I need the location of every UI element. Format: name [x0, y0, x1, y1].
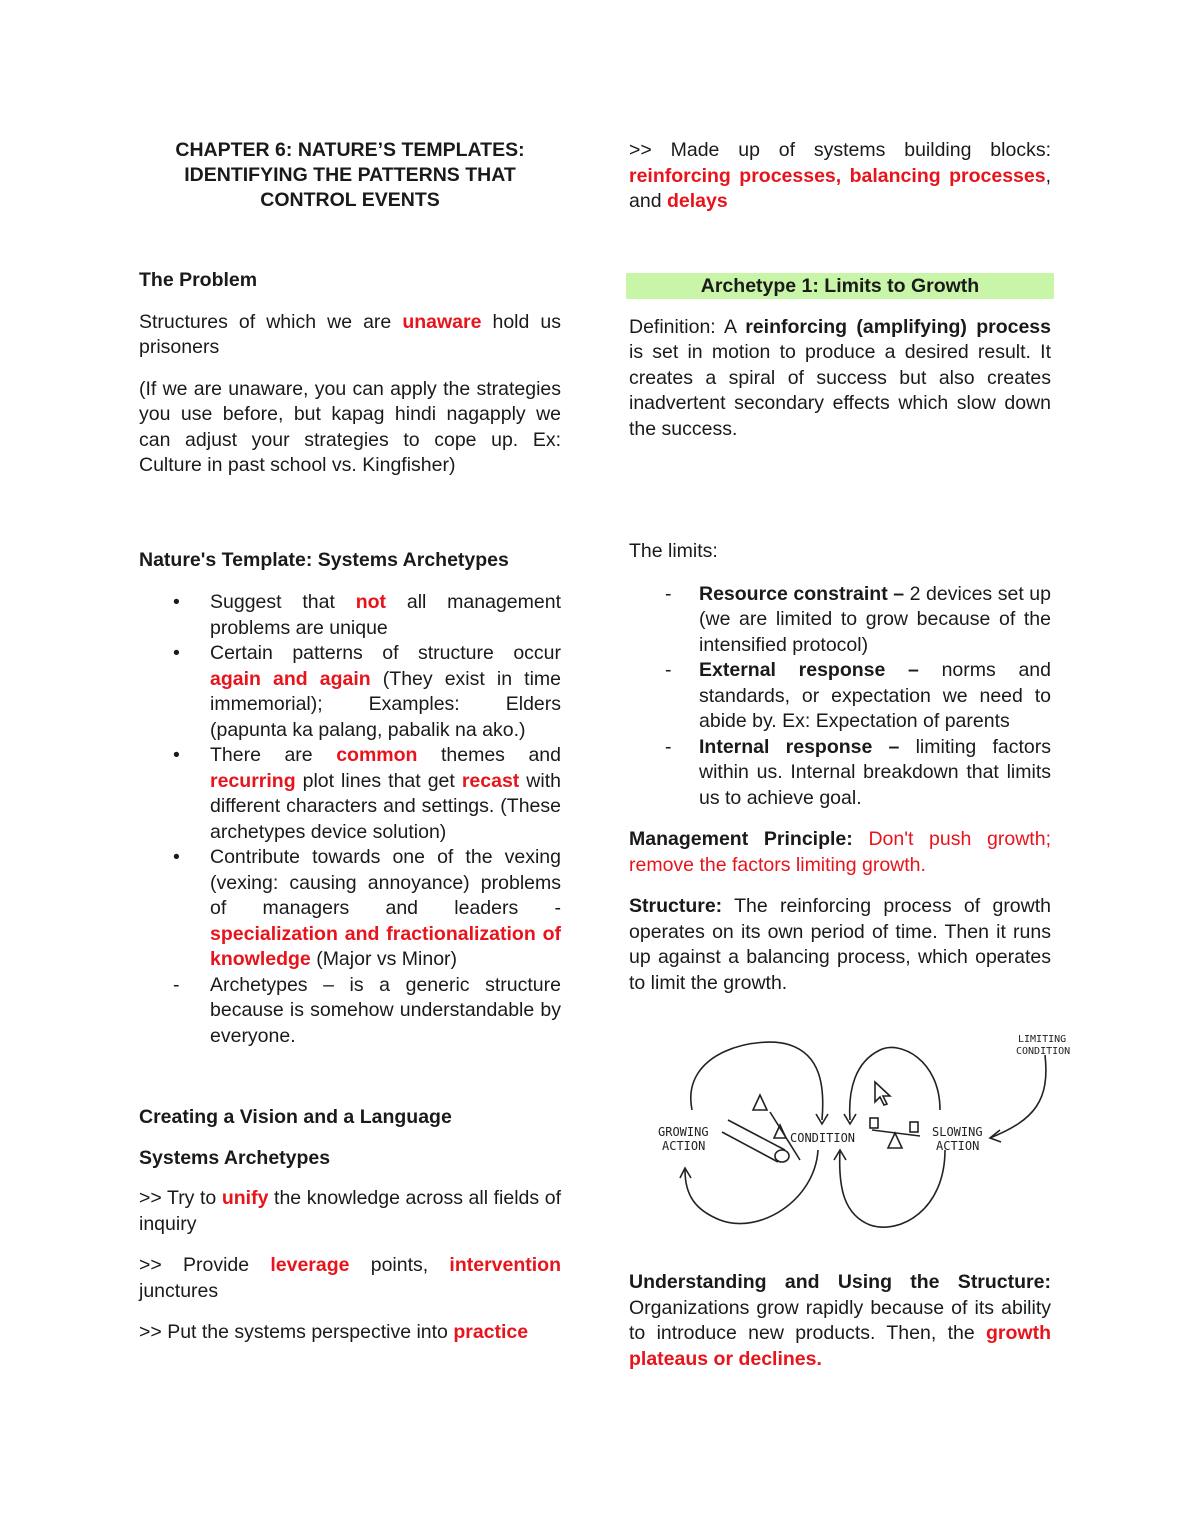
list-item: • There are common themes and recurring plot lines that get recast with different characters and settings. (These archetypes device solution) [173, 744, 561, 843]
practice-paragraph: >> Put the systems perspective into practice [139, 1321, 529, 1343]
building-blocks-paragraph: >> Made up of systems building blocks: reinforcing processes, balancing processes, and delays [629, 139, 1051, 212]
left-column [139, 138, 561, 1346]
archetype-bullet-list [139, 590, 561, 1049]
vision-heading: Creating a Vision and a Language [139, 1106, 452, 1128]
list-item: • Certain patterns of structure occur again and again (They exist in time immemorial); Examples: Elders (papunta ka palang, pabalik na ako.) [173, 642, 561, 741]
limits-to-growth-diagram [640, 1010, 1100, 1245]
slowing-label-1: SLOWING [932, 1125, 983, 1139]
limiting-label-2: CONDITION [1016, 1046, 1071, 1057]
template-heading: Nature's Template: Systems Archetypes [139, 548, 509, 571]
balancing-loop-top [850, 1048, 940, 1121]
archetype-title-box: Archetype 1: Limits to Growth [626, 273, 1054, 299]
reinforcing-loop-bottom [685, 1150, 818, 1224]
understanding-paragraph: Understanding and Using the Structure: Organizations grow rapidly because of its ability to introduce new products. Then, the growth plateaus or declines. [629, 1271, 1051, 1370]
growing-label-1: GROWING [658, 1125, 709, 1139]
structure-paragraph: Structure: The reinforcing process of growth operates on its own period of time. Then it runs up against a balancing process, which operates to limit the growth. [629, 895, 1051, 994]
limits-list [629, 582, 1051, 812]
limits-label: The limits: [629, 540, 718, 562]
growing-label-2: ACTION [662, 1139, 706, 1153]
list-item: - External response – norms and standards, or expectation we need to abide by. Ex: Expectation of parents [665, 659, 1051, 732]
slowing-label-2: ACTION [936, 1139, 980, 1153]
list-item: - Resource constraint – 2 devices set up (we are limited to grow because of the intensified protocol) [665, 582, 1051, 656]
balancing-loop-bottom [840, 1150, 945, 1227]
problem-note: (If we are unaware, you can apply the strategies you use before, but kapag hindi nagapply we can adjust your strategies to cope up. Ex: Culture in past school vs. Kingfisher) [139, 377, 561, 476]
cursor-icon [875, 1082, 890, 1105]
leverage-paragraph: >> Provide leverage points, intervention junctures [139, 1254, 561, 1302]
chapter-title: CHAPTER 6: NATURE’S TEMPLATES: IDENTIFYING THE PATTERNS THAT CONTROL EVENTS [175, 139, 525, 211]
problem-paragraph: Structures of which we are unaware hold us prisoners [139, 310, 561, 358]
problem-heading: The Problem [139, 269, 258, 291]
systems-heading: Systems Archetypes [139, 1146, 331, 1169]
unify-paragraph: >> Try to unify the knowledge across all fields of inquiry [139, 1187, 561, 1235]
list-item: - Internal response – limiting factors within us. Internal breakdown that limits us to achieve goal. [665, 735, 1051, 809]
list-item: - Archetypes – is a generic structure because is somehow understandable by everyone. [173, 973, 561, 1047]
definition-paragraph: Definition: A reinforcing (amplifying) process is set in motion to produce a desired result. It creates a spiral of success but also creates inadvertent secondary effects which slow down the success. [629, 315, 1051, 440]
list-item: • Contribute towards one of the vexing (vexing: causing annoyance) problems of managers and leaders - specialization and fractionalization of knowledge (Major vs Minor) [173, 846, 561, 970]
management-principle: Management Principle: Don't push growth; remove the factors limiting growth. [629, 828, 1051, 876]
condition-label: CONDITION [790, 1131, 856, 1145]
list-item: • Suggest that not all management problems are unique [173, 591, 562, 639]
limiting-arrow [990, 1055, 1046, 1138]
limiting-label-1: LIMITING [1018, 1034, 1067, 1045]
reinforcing-loop-top [691, 1042, 823, 1120]
